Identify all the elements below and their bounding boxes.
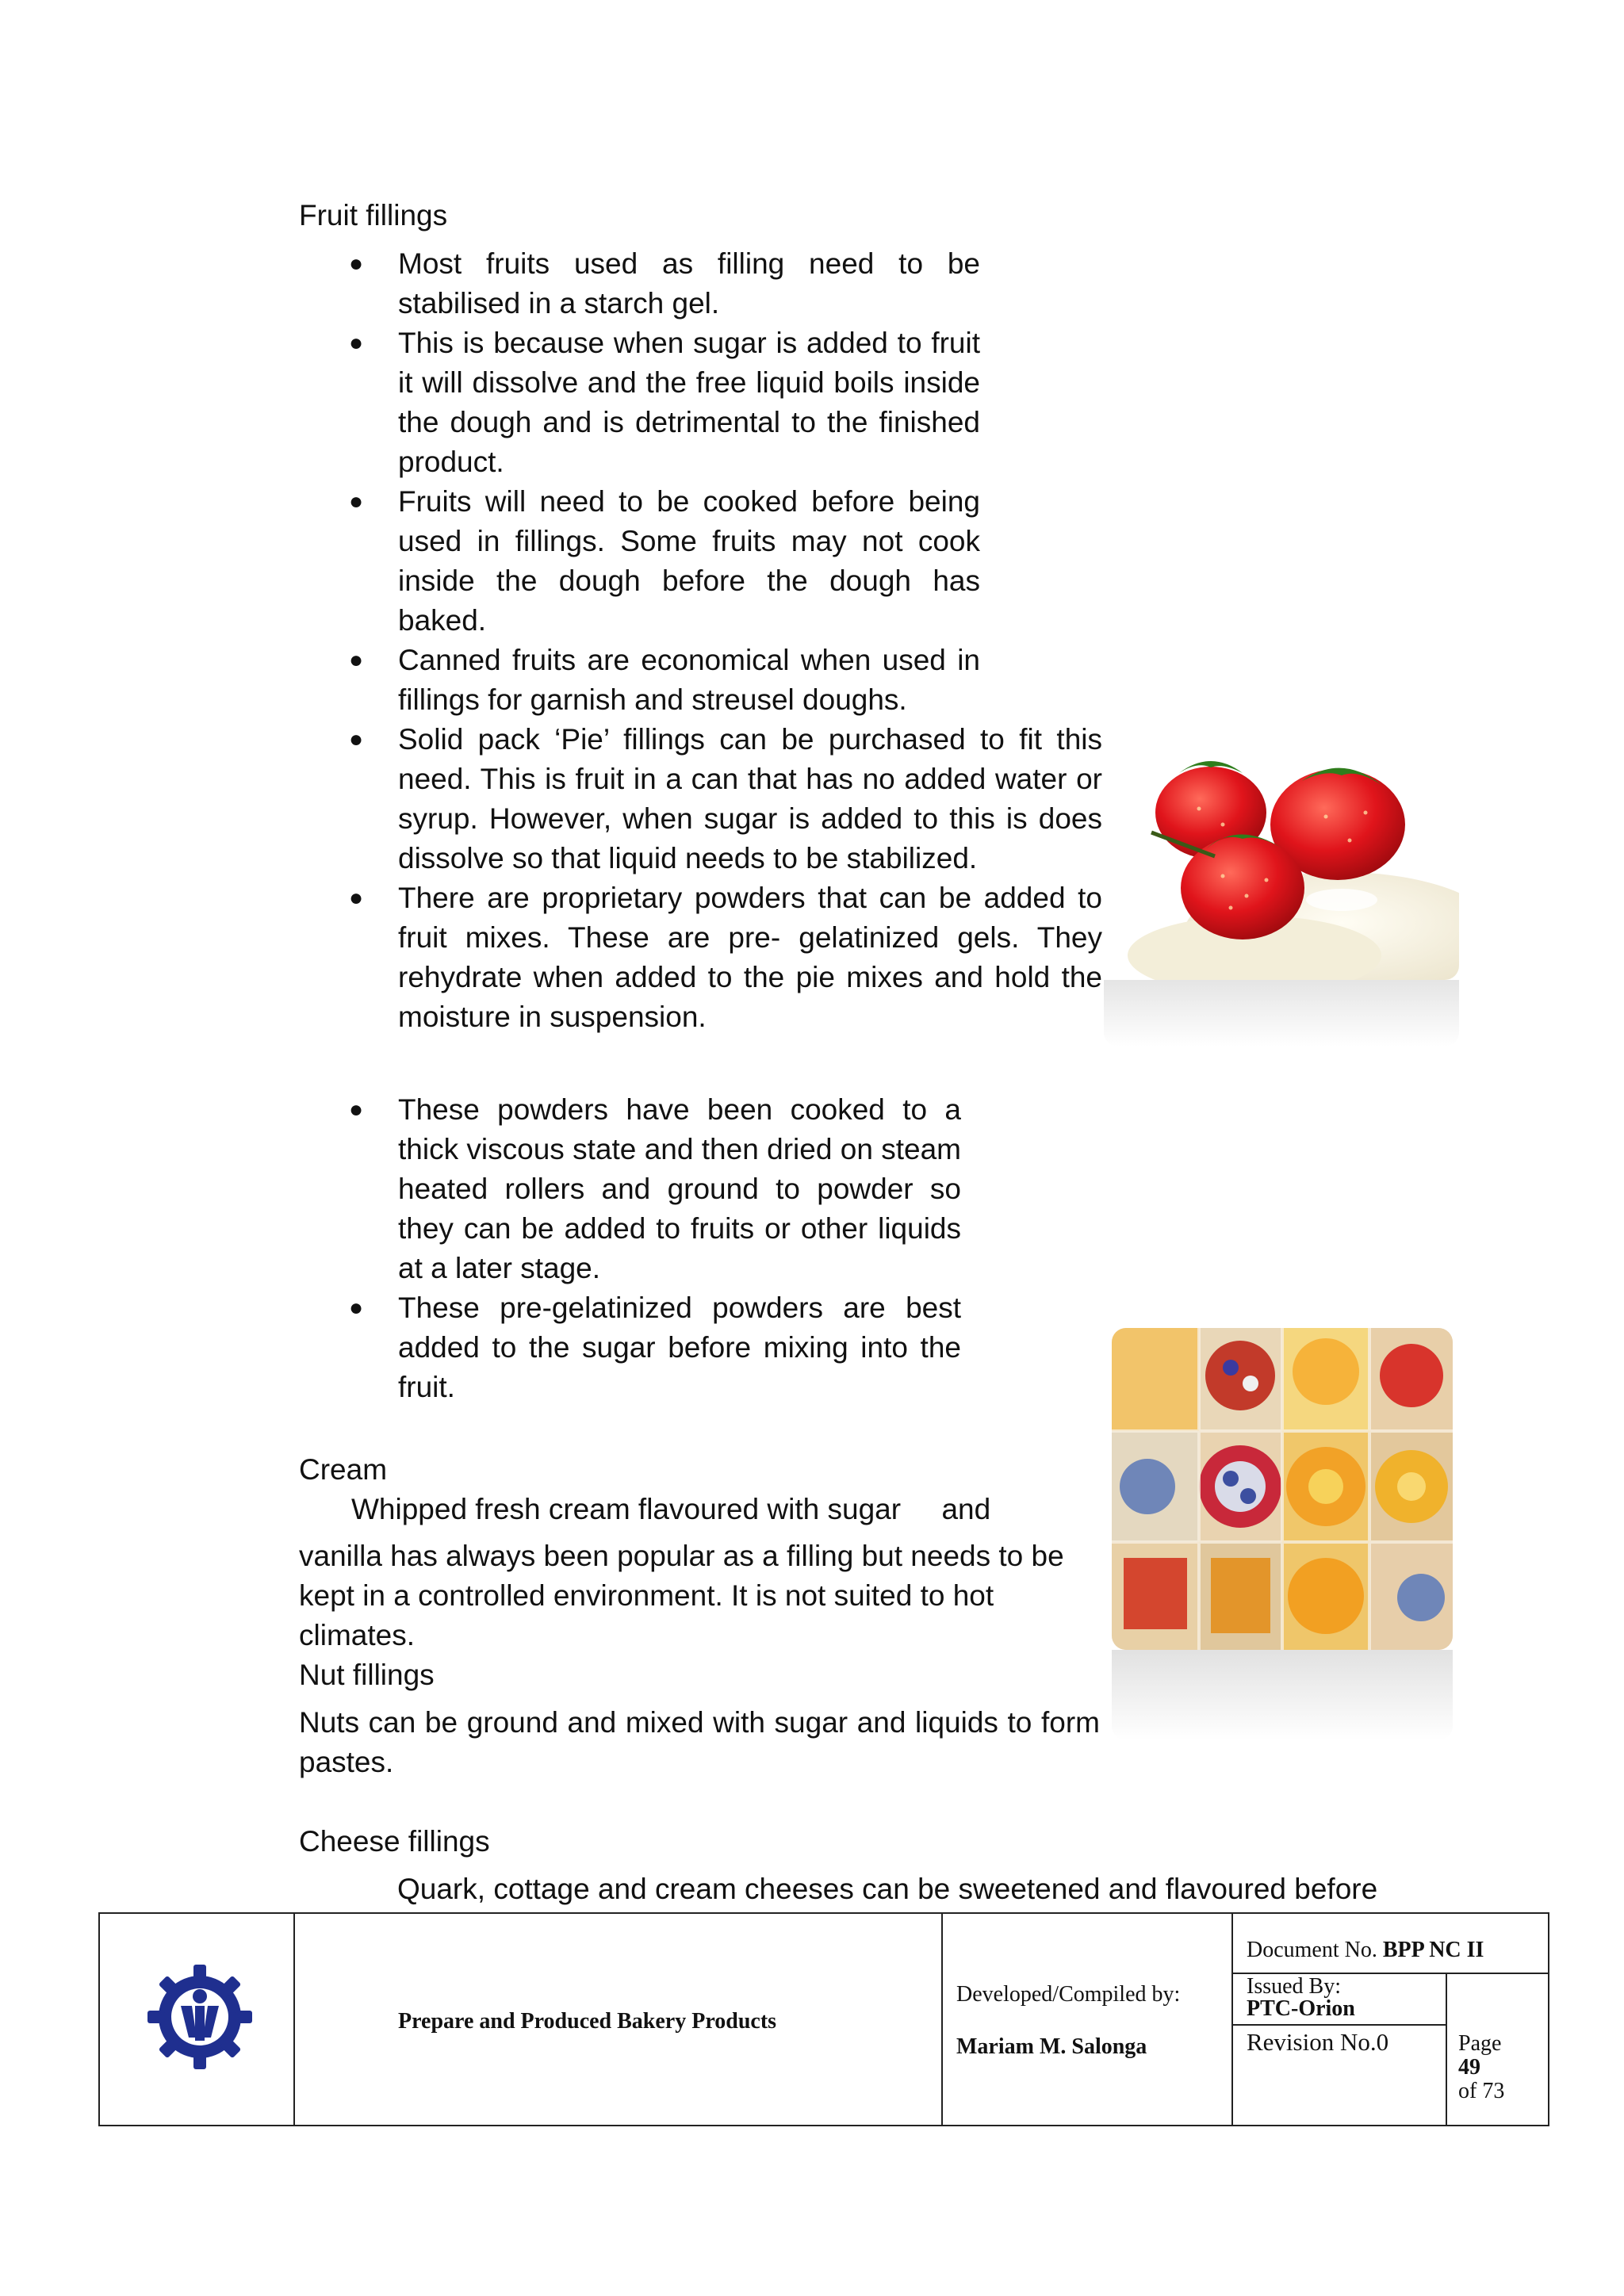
image-reflection [1112, 1650, 1453, 1740]
list-item: ● There are proprietary powders that can be added to fruit mixes. These are pre- gelatinized gels. They rehydrate when added to the pie mixes and hold the moisture in suspension. [349, 878, 1102, 1037]
tesda-gear-logo-icon [144, 1961, 255, 2072]
list-item: ● Most fruits used as filling need to be stabilised in a starch gel. [349, 244, 980, 323]
fruit-tarts-image [1112, 1328, 1453, 1740]
fruit-tarts-illustration [1112, 1328, 1453, 1650]
cream-paragraph: vanilla has always been popular as a filling but needs to be kept in a controlled environment. It is not suited to hot climates. [299, 1540, 1064, 1651]
fruit-bullets-b [349, 1090, 961, 1407]
heading-cream: Cream [299, 1453, 388, 1486]
footer-title: Prepare and Produced Bakery Products [398, 2009, 777, 2034]
developed-label: Developed/Compiled by: [956, 1982, 1181, 2007]
page-label: Page [1458, 2031, 1502, 2056]
issued-label: Issued By: [1247, 1974, 1341, 1999]
revision-number: Revision No.0 [1247, 2028, 1389, 2056]
nut-paragraph: Nuts can be ground and mixed with sugar and liquids to form pastes. [299, 1706, 1100, 1778]
issuer-name: PTC-Orion [1247, 1996, 1355, 2021]
document-footer [98, 1912, 1549, 2126]
page-total: of 73 [1458, 2079, 1505, 2103]
cream-first-line: Whipped fresh cream flavoured with sugar and [351, 1493, 991, 1525]
list-item: ● These powders have been cooked to a thick viscous state and then dried on steam heated rollers and ground to powder so they can be added to fruits or other liquids at a later stage. [349, 1090, 961, 1288]
developer-name: Mariam M. Salonga [956, 2034, 1147, 2059]
heading-fruit-fillings: Fruit fillings [299, 199, 448, 232]
list-item: ● This is because when sugar is added to fruit it will dissolve and the free liquid boils inside the dough and is detrimental to the finished product. [349, 323, 980, 482]
list-item: ● Solid pack ‘Pie’ fillings can be purchased to fit this need. This is fruit in a can that has no added water or syrup. However, when sugar is added to this is does dissolve so that liquid needs to be stabilized. [349, 720, 1102, 878]
heading-cheese-fillings: Cheese fillings [299, 1825, 490, 1858]
document-label: Document No. [1247, 1938, 1377, 1962]
fruit-bullets-a [349, 244, 1102, 1037]
cheese-paragraph: Quark, cottage and cream cheeses can be sweetened and flavoured before [397, 1873, 1378, 1905]
document-value: BPP NC II [1382, 1938, 1484, 1962]
strawberries-illustration [1104, 737, 1459, 980]
page-number: 49 [1458, 2055, 1480, 2080]
list-item: ● Canned fruits are economical when used in fillings for garnish and streusel doughs. [349, 641, 980, 720]
heading-nut-fillings: Nut fillings [299, 1659, 435, 1691]
list-item: ● These pre-gelatinized powders are best added to the sugar before mixing into the fruit. [349, 1288, 961, 1407]
image-reflection [1104, 980, 1459, 1047]
strawberry-cream-image [1104, 737, 1459, 1047]
list-item: ● Fruits will need to be cooked before being used in fillings. Some fruits may not cook inside the dough before the dough has baked. [349, 482, 980, 641]
document-number [1247, 1938, 1484, 1963]
